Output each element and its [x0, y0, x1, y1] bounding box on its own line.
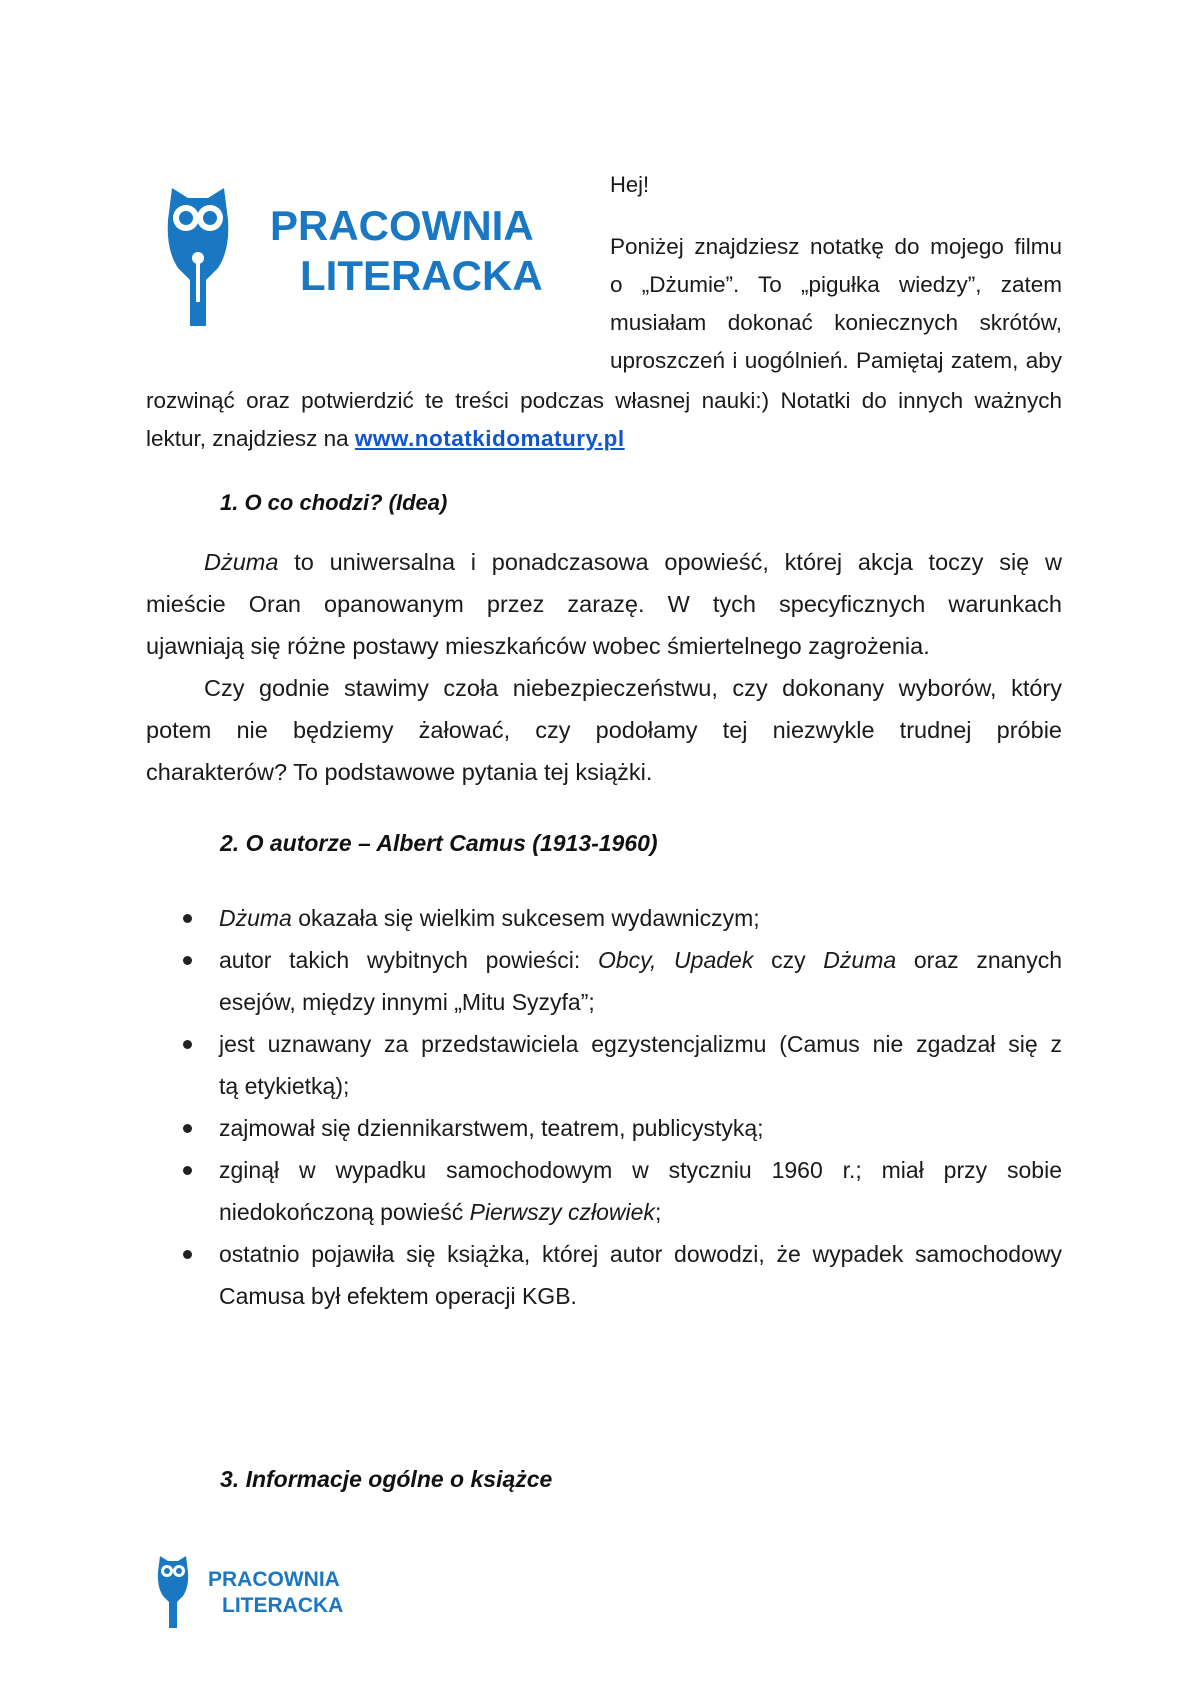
b5-b: ;	[654, 1199, 662, 1225]
b2-i1: Obcy, Upadek	[597, 947, 754, 973]
b2-b: czy	[753, 947, 824, 973]
s1-p2-line2: potem nie będziemy żałować, czy podołamy tej niezwykle trudnej próbie	[146, 717, 1062, 743]
bullet-dot	[183, 956, 192, 965]
b2-i2: Dżuma	[823, 947, 897, 973]
owl-pen-footer-icon	[156, 1552, 376, 1632]
footer-logo-line1: PRACOWNIA	[208, 1568, 340, 1591]
header-logo	[160, 180, 580, 330]
b6-line1: ostatnio pojawiła się książka, której autor dowodzi, że wypadek samochodowy	[219, 1241, 1062, 1267]
bullet-item-1	[146, 897, 1062, 939]
intro-line-4: uproszczeń i uogólnień. Pamiętaj zatem, aby	[610, 348, 1062, 373]
section2-heading: 2. O autorze – Albert Camus (1913-1960)	[220, 830, 658, 856]
s1-p1-line1	[146, 541, 1062, 583]
greeting: Hej!	[610, 172, 650, 197]
intro-text-wide	[146, 380, 1062, 460]
bullet-item-6	[146, 1233, 1062, 1317]
b3-line2: tą etykietką);	[219, 1073, 350, 1099]
b2-a: autor takich wybitnych powieści:	[219, 947, 598, 973]
b2-line2: esejów, między innymi „Mitu Syzyfa”;	[219, 989, 595, 1015]
section2-list	[146, 897, 1062, 1317]
bullet-dot	[183, 1040, 192, 1049]
intro-line-2: o „Dżumie”. To „pigułka wiedzy”, zatem	[610, 272, 1062, 297]
section3-heading: 3. Informacje ogólne o książce	[220, 1466, 553, 1492]
s1-p1-line1-rest: to uniwersalna i ponadczasowa opowieść, której akcja toczy się w	[278, 549, 1062, 575]
s1-p2-line1: Czy godnie stawimy czoła niebezpieczeństwu, czy dokonany wyborów, który	[204, 675, 1062, 701]
logo-line2: LITERACKA	[300, 252, 543, 299]
b1-italic: Dżuma	[219, 905, 292, 931]
s1-p2-line3: charakterów? To podstawowe pytania tej książki.	[146, 759, 653, 785]
bullet-dot	[183, 1166, 192, 1175]
intro-text	[610, 226, 1062, 382]
intro-line-5: rozwinąć oraz potwierdzić te treści podczas własnej nauki:) Notatki do innych ważnych	[146, 388, 1062, 413]
bullet-item-4	[146, 1107, 1062, 1149]
b5-i: Pierwszy człowiek	[469, 1199, 655, 1225]
s1-p1-line2: mieście Oran opanowanym przez zarazę. W tych specyficznych warunkach	[146, 591, 1062, 617]
s1-p1-italic: Dżuma	[204, 549, 279, 575]
b3-line1: jest uznawany za przedstawiciela egzystencjalizmu (Camus nie zgadzał się z	[219, 1031, 1062, 1057]
b2-c: oraz znanych	[896, 947, 1063, 973]
b5-line1: zginął w wypadku samochodowym w styczniu 1960 r.; miał przy sobie	[219, 1157, 1062, 1183]
b1-rest: okazała się wielkim sukcesem wydawniczym;	[291, 905, 760, 931]
bullet-dot	[183, 914, 192, 923]
intro-line-1: Poniżej znajdziesz notatkę do mojego filmu	[610, 234, 1062, 259]
section1-body	[146, 541, 1062, 793]
bullet-dot	[183, 1124, 192, 1133]
footer-logo	[156, 1552, 376, 1632]
section1-heading: 1. O co chodzi? (Idea)	[220, 490, 448, 515]
footer-logo-line2: LITERACKA	[222, 1594, 344, 1617]
b4: zajmował się dziennikarstwem, teatrem, publicystyką;	[219, 1115, 764, 1141]
intro-last-line	[146, 418, 1062, 460]
owl-pen-icon	[160, 180, 580, 330]
bullet-item-3	[146, 1023, 1062, 1107]
bullet-item-5	[146, 1149, 1062, 1233]
bullet-dot	[183, 1250, 192, 1259]
notatki-link[interactable]: www.notatkidomatury.pl	[354, 426, 625, 451]
bullet-item-2	[146, 939, 1062, 1023]
logo-line1: PRACOWNIA	[270, 202, 534, 249]
intro-line-3: musiałam dokonać koniecznych skrótów,	[610, 310, 1062, 335]
b6-line2: Camusa był efektem operacji KGB.	[219, 1283, 577, 1309]
intro-last-prefix: lektur, znajdziesz na	[146, 426, 355, 451]
s1-p1-line3: ujawniają się różne postawy mieszkańców wobec śmiertelnego zagrożenia.	[146, 633, 930, 659]
b5-a: niedokończoną powieść	[219, 1199, 470, 1225]
